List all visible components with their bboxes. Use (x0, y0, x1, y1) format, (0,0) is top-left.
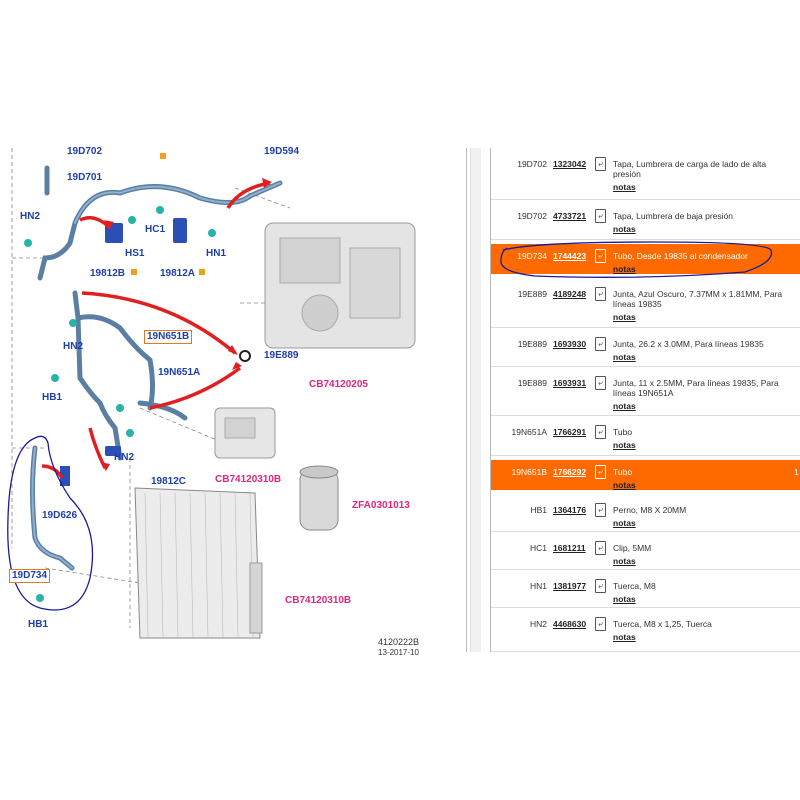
cart-icon[interactable]: ⤶ (595, 617, 606, 631)
part-description: Tubo (613, 467, 633, 477)
part-description: Junta, 11 x 2.5MM, Para líneas 19835, Para líneas 19N651A (613, 378, 779, 398)
part-description: Tapa, Lumbrera de baja presión (613, 211, 734, 221)
notes-link[interactable]: notas (613, 480, 636, 490)
diagram-drawing (0, 148, 466, 652)
label-zfa0301013: ZFA0301013 (352, 500, 410, 511)
part-number-link[interactable]: 4189248 (553, 289, 587, 299)
label-cb74120310b-low: CB74120310B (285, 595, 352, 606)
cart-icon[interactable]: ⤶ (595, 287, 606, 301)
label-hc1: HC1 (145, 224, 166, 235)
notes-link[interactable]: notas (613, 352, 636, 362)
label-19e889: 19E889 (264, 350, 299, 361)
notes-link[interactable]: notas (613, 182, 636, 192)
cart-icon[interactable]: ⤶ (595, 209, 606, 223)
notes-link[interactable]: notas (613, 440, 636, 450)
label-19812a: 19812A (160, 268, 196, 279)
cart-icon[interactable]: ⤶ (595, 425, 606, 439)
label-hn2-top: HN2 (20, 211, 41, 222)
part-number-link[interactable]: 1766292 (553, 467, 587, 477)
drier-illustration (300, 466, 338, 530)
notes-link[interactable]: notas (613, 594, 636, 604)
part-row[interactable] (491, 278, 800, 328)
part-description: Tubo (613, 427, 633, 437)
part-row[interactable] (491, 570, 800, 608)
row-separator (491, 651, 800, 652)
label-cb74120310b-mid: CB74120310B (215, 474, 282, 485)
cart-icon[interactable]: ⤶ (595, 465, 606, 479)
module-illustration (215, 408, 275, 458)
label-19n651a: 19N651A (158, 367, 201, 378)
part-code: HB1 (530, 505, 547, 515)
scrollbar[interactable] (470, 148, 481, 652)
part-description: Tubo, Desde 19835 al condensador (613, 251, 748, 261)
part-number-link[interactable]: 1364176 (553, 505, 587, 515)
part-description: Clip, 5MM (613, 543, 652, 553)
label-hn2-mid: HN2 (63, 341, 84, 352)
cart-icon[interactable]: ⤶ (595, 249, 606, 263)
label-19812c: 19812C (151, 476, 187, 487)
part-number-link[interactable]: 1744423 (553, 251, 587, 261)
label-hn2-low: HN2 (114, 452, 135, 463)
part-code: 19D702 (517, 159, 547, 169)
cart-icon[interactable]: ⤶ (595, 157, 606, 171)
diagram-reference: 4120222B (378, 637, 420, 647)
notes-link[interactable]: notas (613, 401, 636, 411)
part-number-link[interactable]: 4733721 (553, 211, 587, 221)
part-number-link[interactable]: 1381977 (553, 581, 587, 591)
part-row[interactable] (491, 244, 800, 274)
cart-icon[interactable]: ⤶ (595, 503, 606, 517)
cart-icon[interactable]: ⤶ (595, 376, 606, 390)
label-19d702: 19D702 (67, 146, 103, 157)
diagram-reference-date: 13-2017-10 (378, 648, 419, 657)
part-extra: 1 (794, 467, 799, 477)
hvac-housing-illustration (265, 223, 415, 348)
notes-link[interactable]: notas (613, 224, 636, 234)
part-code: 19D702 (517, 211, 547, 221)
part-row[interactable] (491, 608, 800, 652)
part-number-link[interactable]: 1693930 (553, 339, 587, 349)
part-number-link[interactable]: 1693931 (553, 378, 587, 388)
cart-icon[interactable]: ⤶ (595, 541, 606, 555)
part-row[interactable] (491, 200, 800, 240)
label-hb1-low: HB1 (28, 619, 49, 630)
part-code: 19N651A (511, 427, 547, 437)
notes-link[interactable]: notas (613, 264, 636, 274)
part-description: Tuerca, M8 x 1,25, Tuerca (613, 619, 712, 629)
part-description: Tapa, Lumbrera de carga de lado de alta presión (613, 159, 767, 179)
part-row[interactable] (491, 416, 800, 456)
notes-link[interactable]: notas (613, 556, 636, 566)
condenser-illustration (135, 488, 262, 638)
diagram-panel (0, 146, 466, 657)
part-description: Tuerca, M8 (613, 581, 656, 591)
label-19d701: 19D701 (67, 172, 103, 183)
part-row[interactable] (491, 494, 800, 532)
part-code: 19E889 (517, 339, 547, 349)
label-19d734: 19D734 (9, 569, 50, 583)
cart-icon[interactable]: ⤶ (595, 337, 606, 351)
label-19812b: 19812B (90, 268, 126, 279)
part-code: HN1 (529, 581, 547, 591)
part-description: Junta, Azul Oscuro, 7.37MM x 1.81MM, Para líneas 19835 (613, 289, 783, 309)
part-code: 19E889 (517, 378, 547, 388)
part-code: 19N651B (511, 467, 547, 477)
part-description: Perno, M8 X 20MM (613, 505, 687, 515)
panel-divider (466, 148, 467, 652)
label-cb74120205: CB74120205 (309, 379, 368, 390)
part-code: HN2 (529, 619, 547, 629)
label-19d594: 19D594 (264, 146, 300, 157)
part-number-link[interactable]: 1681211 (553, 543, 586, 553)
row-separator (491, 455, 800, 456)
part-number-link[interactable]: 4468630 (553, 619, 587, 629)
label-19d626: 19D626 (42, 510, 78, 521)
label-hn1: HN1 (206, 248, 227, 259)
cart-icon[interactable]: ⤶ (595, 579, 606, 593)
label-19n651b: 19N651B (144, 330, 192, 344)
part-row[interactable] (491, 328, 800, 367)
label-hb1-mid: HB1 (42, 392, 63, 403)
part-number-link[interactable]: 1766291 (553, 427, 587, 437)
part-row[interactable] (491, 532, 800, 570)
parts-list (491, 148, 800, 652)
part-description: Junta, 26.2 x 3.0MM, Para líneas 19835 (613, 339, 764, 349)
part-code: HC1 (529, 543, 547, 553)
part-row[interactable] (491, 148, 800, 200)
notes-link[interactable]: notas (613, 312, 636, 322)
part-row[interactable] (491, 367, 800, 416)
part-code: 19E889 (517, 289, 547, 299)
row-separator (491, 239, 800, 240)
notes-link[interactable]: notas (613, 632, 636, 642)
part-number-link[interactable]: 1323042 (553, 159, 587, 169)
part-code: 19D734 (517, 251, 547, 261)
notes-link[interactable]: notas (613, 518, 636, 528)
label-hs1: HS1 (125, 248, 145, 259)
part-row[interactable] (491, 460, 800, 490)
